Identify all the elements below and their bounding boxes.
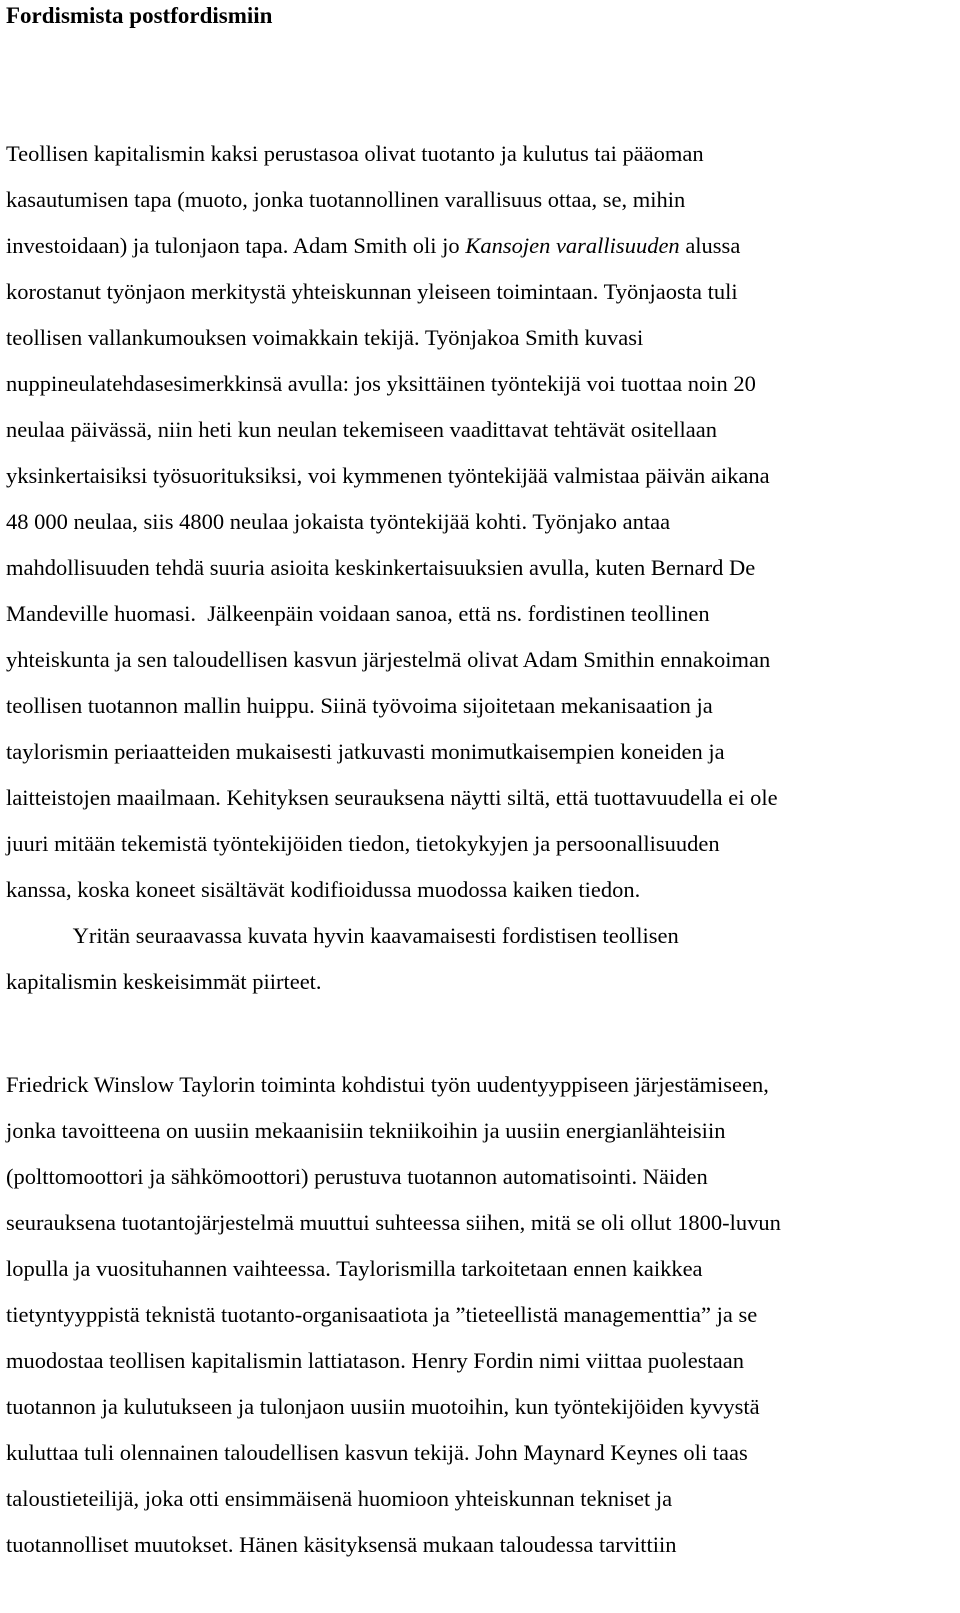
text-line	[6, 821, 954, 867]
text-segment: juuri mitään tekemistä työntekijöiden tiedon, tietokykyjen ja persoonallisuuden	[6, 831, 720, 856]
text-segment: Friedrick Winslow Taylorin toiminta kohdistui työn uudentyyppiseen järjestämiseen,	[6, 1072, 769, 1097]
text-line	[6, 361, 954, 407]
text-segment: investoidaan) ja tulonjaon tapa. Adam Smith oli jo	[6, 233, 466, 258]
text-segment: taylorismin periaatteiden mukaisesti jatkuvasti monimutkaisempien koneiden ja	[6, 739, 725, 764]
text-line	[6, 1292, 954, 1338]
text-segment: Yritän seuraavassa kuvata hyvin kaavamaisesti fordistisen teollisen	[6, 923, 679, 948]
text-segment: seurauksena tuotantojärjestelmä muuttui suhteessa siihen, mitä se oli ollut 1800-luvun	[6, 1210, 781, 1235]
text-line	[6, 269, 954, 315]
text-segment: kanssa, koska koneet sisältävät kodifioidussa muodossa kaiken tiedon.	[6, 877, 641, 902]
text-line	[6, 913, 954, 959]
text-line	[6, 545, 954, 591]
text-segment: yksinkertaisiksi työsuorituksiksi, voi kymmenen työntekijää valmistaa päivän aikana	[6, 463, 770, 488]
text-segment: kuluttaa tuli olennainen taloudellisen kasvun tekijä. John Maynard Keynes oli taas	[6, 1440, 748, 1465]
text-segment: tuotannon ja kulutukseen ja tulonjaon uusiin muotoihin, kun työntekijöiden kyvystä	[6, 1394, 760, 1419]
text-segment: Mandeville huomasi. Jälkeenpäin voidaan sanoa, että ns. fordistinen teollinen	[6, 601, 710, 626]
text-segment: teollisen tuotannon mallin huippu. Siinä työvoima sijoitetaan mekanisaation ja	[6, 693, 713, 718]
text-segment: nuppineulatehdasesimerkkinsä avulla: jos yksittäinen työntekijä voi tuottaa noin 20	[6, 371, 756, 396]
text-segment: mahdollisuuden tehdä suuria asioita keskinkertaisuuksien avulla, kuten Bernard De	[6, 555, 756, 580]
text-line	[6, 959, 954, 1005]
text-line	[6, 499, 954, 545]
text-line	[6, 775, 954, 821]
text-segment: alussa	[679, 233, 741, 258]
text-segment: muodostaa teollisen kapitalismin lattiatason. Henry Fordin nimi viittaa puolestaan	[6, 1348, 744, 1373]
text-segment: yhteiskunta ja sen taloudellisen kasvun järjestelmä olivat Adam Smithin ennakoiman	[6, 647, 771, 672]
text-line	[6, 683, 954, 729]
text-line	[6, 453, 954, 499]
italic-book-title: Kansojen varallisuuden	[465, 233, 680, 258]
text-line	[6, 1246, 954, 1292]
text-line	[6, 1062, 954, 1108]
text-line	[6, 591, 954, 637]
text-line	[6, 1522, 954, 1568]
text-segment: jonka tavoitteena on uusiin mekaanisiin tekniikoihin ja uusiin energianlähteisiin	[6, 1118, 726, 1143]
text-segment: korostanut työnjaon merkitystä yhteiskunnan yleiseen toimintaan. Työnjaosta tuli	[6, 279, 738, 304]
text-line	[6, 729, 954, 775]
text-line	[6, 1476, 954, 1522]
document-title: Fordismista postfordismiin	[6, 3, 273, 28]
text-segment: kasautumisen tapa (muoto, jonka tuotannollinen varallisuus ottaa, se, mihin	[6, 187, 686, 212]
text-segment: Teollisen kapitalismin kaksi perustasoa olivat tuotanto ja kulutus tai pääoman	[6, 141, 704, 166]
text-line	[6, 1108, 954, 1154]
text-segment: teollisen vallankumouksen voimakkain tekijä. Työnjakoa Smith kuvasi	[6, 325, 644, 350]
text-line	[6, 315, 954, 361]
text-segment: taloustieteilijä, joka otti ensimmäisenä huomioon yhteiskunnan tekniset ja	[6, 1486, 673, 1511]
paragraph-1	[6, 131, 954, 1005]
text-line	[6, 637, 954, 683]
text-line	[6, 1154, 954, 1200]
text-segment: tietyntyyppistä teknistä tuotanto-organisaatiota ja ”tieteellistä managementtia” ja se	[6, 1302, 758, 1327]
text-segment: 48 000 neulaa, siis 4800 neulaa jokaista työntekijää kohti. Työnjako antaa	[6, 509, 671, 534]
text-line	[6, 867, 954, 913]
text-segment: neulaa päivässä, niin heti kun neulan tekemiseen vaadittavat tehtävät ositellaan	[6, 417, 717, 442]
text-line	[6, 1200, 954, 1246]
text-segment: lopulla ja vuosituhannen vaihteessa. Taylorismilla tarkoitetaan ennen kaikkea	[6, 1256, 703, 1281]
text-segment: tuotannolliset muutokset. Hänen käsityksensä mukaan taloudessa tarvittiin	[6, 1532, 677, 1557]
text-line	[6, 1338, 954, 1384]
text-line	[6, 223, 954, 269]
text-segment: kapitalismin keskeisimmät piirteet.	[6, 969, 322, 994]
text-line	[6, 131, 954, 177]
text-segment: (polttomoottori ja sähkömoottori) perustuva tuotannon automatisointi. Näiden	[6, 1164, 708, 1189]
text-line	[6, 407, 954, 453]
paragraph-2	[6, 1062, 954, 1568]
text-line	[6, 1384, 954, 1430]
text-line	[6, 1430, 954, 1476]
text-segment: laitteistojen maailmaan. Kehityksen seurauksena näytti siltä, että tuottavuudella ei ole	[6, 785, 778, 810]
text-line	[6, 177, 954, 223]
